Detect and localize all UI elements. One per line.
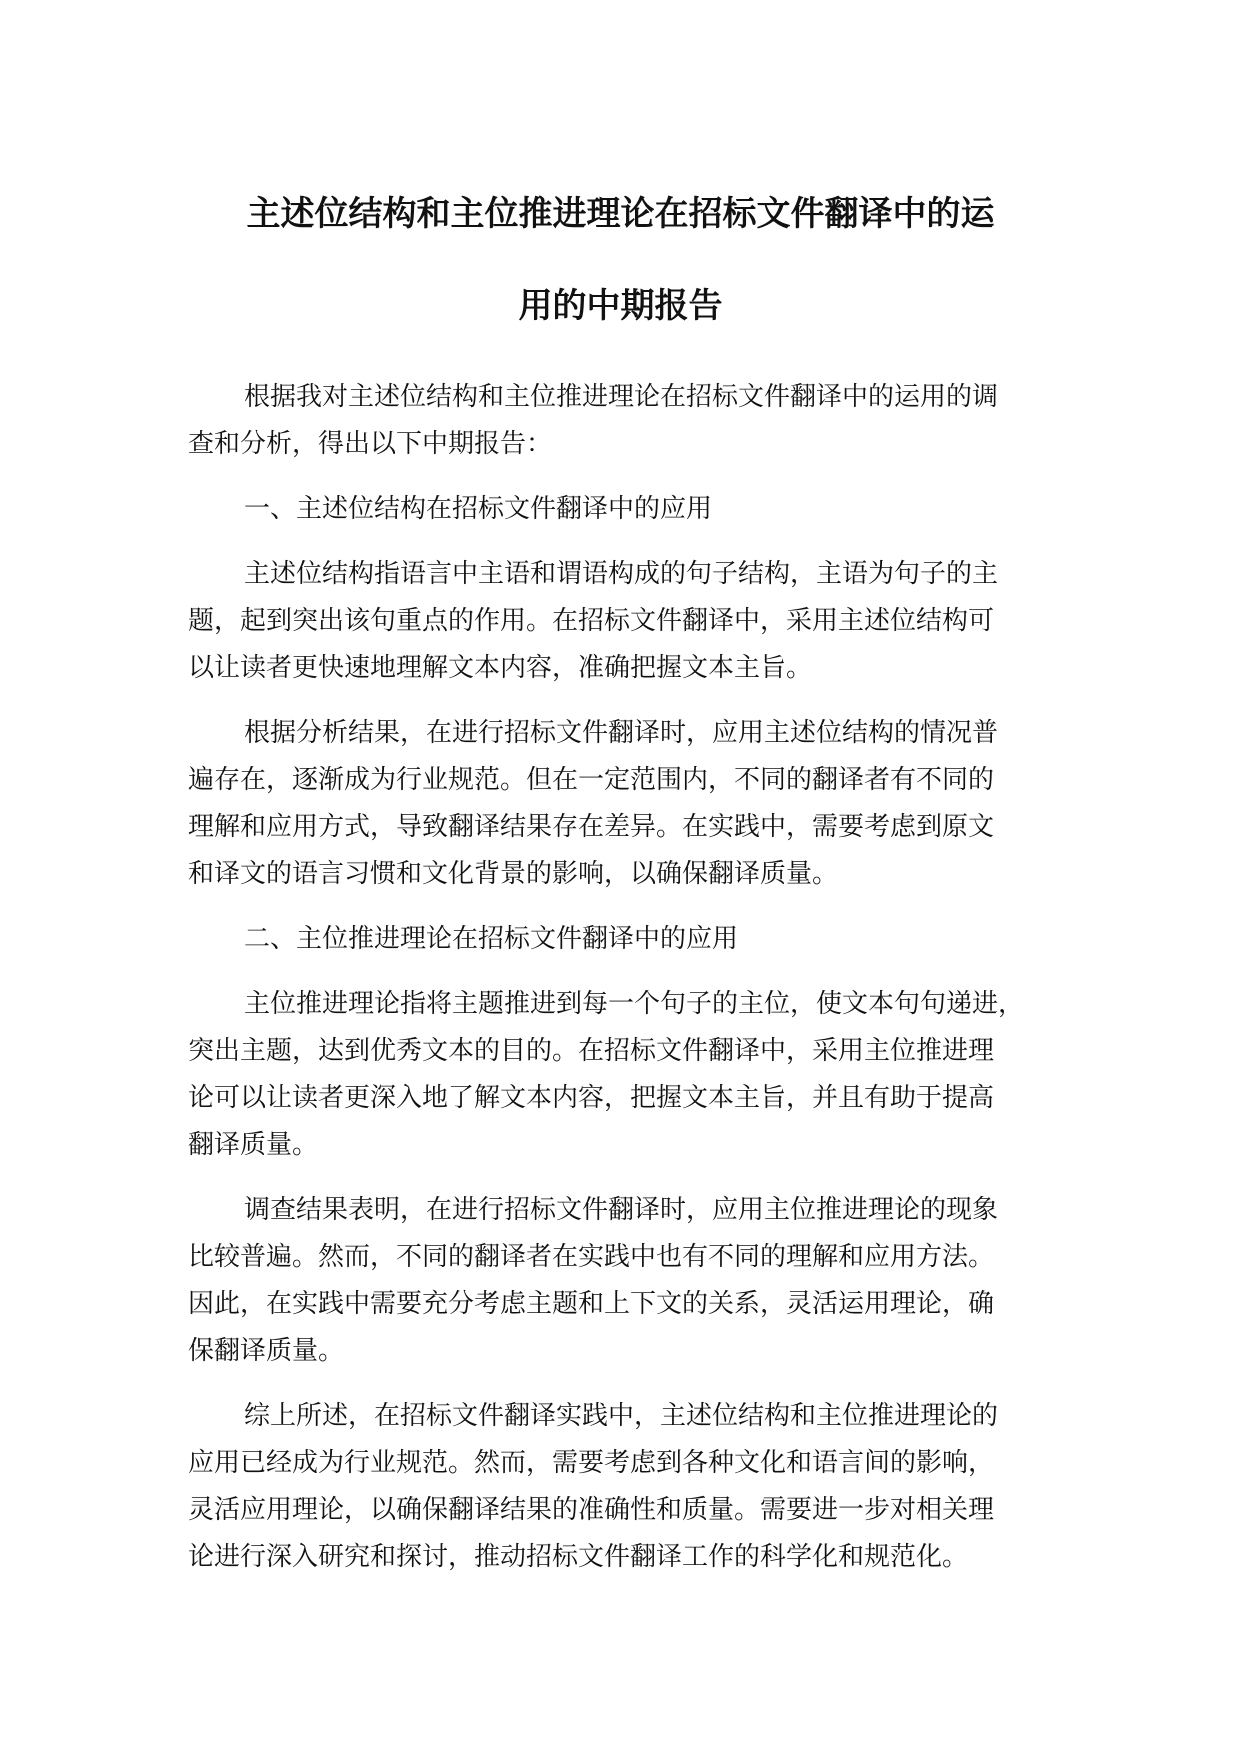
paragraph-line: 比较普遍。然而，不同的翻译者在实践中也有不同的理解和应用方法。 <box>188 1242 995 1272</box>
title-line: 用的中期报告 <box>518 286 723 326</box>
paragraph-line: 灵活应用理论，以确保翻译结果的准确性和质量。需要进一步对相关理 <box>188 1495 995 1525</box>
paragraph-analysis-2 <box>188 1187 1078 1375</box>
paragraph-line: 主述位结构指语言中主语和谓语构成的句子结构，主语为句子的主 <box>244 559 999 589</box>
paragraph-line: 遍存在，逐渐成为行业规范。但在一定范围内，不同的翻译者有不同的 <box>188 765 995 795</box>
paragraph-line: 调查结果表明，在进行招标文件翻译时，应用主位推进理论的现象 <box>244 1195 999 1225</box>
paragraph-line: 突出主题，达到优秀文本的目的。在招标文件翻译中，采用主位推进理 <box>188 1036 995 1066</box>
section-heading-line: 二、主位推进理论在招标文件翻译中的应用 <box>244 924 739 954</box>
paragraph-definition-1 <box>188 551 1078 692</box>
paragraph-line: 以让读者更快速地理解文本内容，准确把握文本主旨。 <box>188 653 813 683</box>
paragraph-line: 保翻译质量。 <box>188 1336 345 1366</box>
paragraph-line: 主位推进理论指将主题推进到每一个句子的主位，使文本句句递进， <box>244 989 1025 1019</box>
paragraph-line: 理解和应用方式，导致翻译结果存在差异。在实践中，需要考虑到原文 <box>188 812 995 842</box>
paragraph-line: 查和分析，得出以下中期报告： <box>188 429 553 459</box>
document-body <box>188 374 1078 1599</box>
paragraph-line: 和译文的语言习惯和文化背景的影响，以确保翻译质量。 <box>188 859 839 889</box>
paragraph-line: 因此，在实践中需要充分考虑主题和上下文的关系，灵活运用理论，确 <box>188 1289 995 1319</box>
paragraph-line: 翻译质量。 <box>188 1130 319 1160</box>
section-heading-2 <box>188 916 1078 963</box>
paragraph-line: 根据分析结果，在进行招标文件翻译时，应用主述位结构的情况普 <box>244 718 999 748</box>
section-heading-1 <box>188 486 1078 533</box>
paragraph-analysis-1 <box>188 710 1078 898</box>
paragraph-conclusion <box>188 1393 1078 1581</box>
title-line: 主述位结构和主位推进理论在招标文件翻译中的运 <box>246 194 995 234</box>
document-title <box>150 168 1091 352</box>
paragraph-line: 应用已经成为行业规范。然而，需要考虑到各种文化和语言间的影响， <box>188 1448 995 1478</box>
paragraph-definition-2 <box>188 981 1078 1169</box>
section-heading-line: 一、主述位结构在招标文件翻译中的应用 <box>244 494 713 524</box>
paragraph-line: 题，起到突出该句重点的作用。在招标文件翻译中，采用主述位结构可 <box>188 606 995 636</box>
paragraph-line: 论进行深入研究和探讨，推动招标文件翻译工作的科学化和规范化。 <box>188 1542 969 1572</box>
paragraph-intro <box>188 374 1078 468</box>
paragraph-line: 论可以让读者更深入地了解文本内容，把握文本主旨，并且有助于提高 <box>188 1083 995 1113</box>
paragraph-line: 综上所述，在招标文件翻译实践中，主述位结构和主位推进理论的 <box>244 1401 999 1431</box>
paragraph-line: 根据我对主述位结构和主位推进理论在招标文件翻译中的运用的调 <box>244 382 999 412</box>
